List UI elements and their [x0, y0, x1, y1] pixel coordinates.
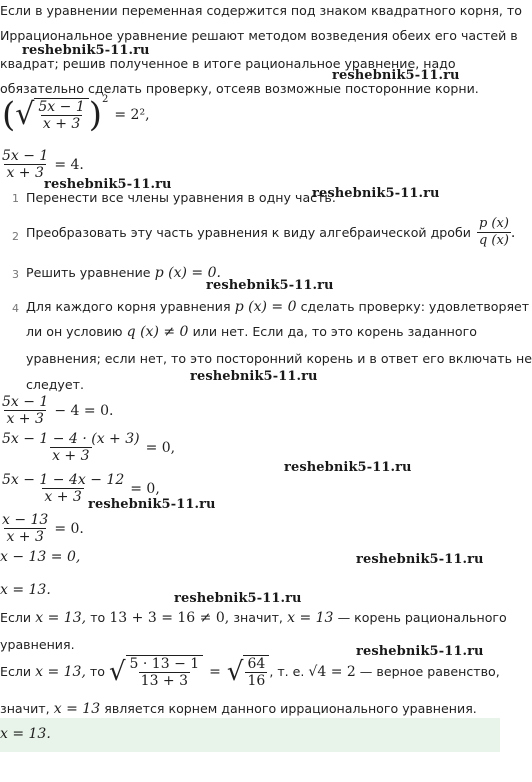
solution-step-2 — [0, 431, 175, 464]
answer-box — [0, 718, 500, 752]
step-4-line-2 — [26, 323, 477, 341]
solution-step-1 — [0, 394, 113, 427]
c1-c: значит, — [233, 610, 283, 625]
eq2-rhs: = 4. — [54, 156, 84, 173]
eq1-den: x + 3 — [42, 116, 81, 132]
solution-step-6: x = 13. — [0, 582, 51, 598]
watermark: reshebnik5-11.ru — [44, 177, 172, 192]
c2-b: то — [89, 664, 105, 679]
step-4-text-a: Для каждого корня уравнения — [26, 299, 231, 314]
step-2-frac-den: q (x) — [478, 233, 509, 248]
watermark: reshebnik5-11.ru — [88, 497, 216, 512]
c2-r2num: 64 — [247, 656, 266, 672]
s2-rhs: = 0, — [145, 439, 176, 456]
c2-rnum: 5 · 13 − 1 — [129, 656, 200, 672]
intro-line-3: квадрат; решив полученное в итоге рациональное уравнение, надо — [0, 56, 456, 71]
step-1-text: Перенести все члены уравнения в одну часть. — [26, 190, 336, 205]
s4-num: x − 13 — [2, 512, 49, 528]
step-4-line-3: уравнения; если нет, то это посторонний корень и в ответ его включать не — [26, 351, 532, 366]
c2-d: — верное равенство, — [359, 664, 500, 679]
c2-c: , т. е. — [269, 664, 305, 679]
c2-eq: = — [209, 664, 221, 680]
step-2 — [26, 216, 515, 249]
solution-step-4 — [0, 512, 84, 545]
step-3-math: p (x) = 0. — [154, 265, 221, 281]
c1-m2: 13 + 3 = 16 ≠ 0, — [109, 610, 230, 626]
check-1-line-1 — [0, 609, 507, 627]
s3-den: x + 3 — [44, 489, 82, 505]
c2-l2a: значит, — [0, 701, 50, 716]
intro-line-2: Иррациональное уравнение решают методом возведения обеих его частей в — [0, 28, 518, 43]
intro-line-4: обязательно сделать проверку, отсеяв возможные посторонние корни. — [0, 81, 479, 96]
eq1-num: 5x − 1 — [38, 99, 85, 115]
check-2-line-1: Если x = 13, то √ $\frac{5 \cdot 13 - 1}{13 + 3}$ = √ $\frac{64}{16}$ , т. е. √4 = 2 — верное равенство, — [0, 656, 500, 689]
step-1-number: 1 — [12, 192, 19, 205]
step-2-frac-num: p (x) — [478, 216, 509, 231]
step-4-math-b: q (x) ≠ 0 — [126, 324, 189, 340]
step-2-tail: . — [510, 224, 516, 241]
watermark: reshebnik5-11.ru — [332, 68, 460, 83]
watermark: reshebnik5-11.ru — [356, 644, 484, 659]
c2-m1: x = 13, — [35, 664, 86, 680]
watermark: reshebnik5-11.ru — [22, 43, 150, 58]
step-4-number: 4 — [12, 302, 19, 315]
s1-rhs: − 4 = 0. — [54, 402, 114, 419]
step-4-text-c: ли он условию — [26, 324, 123, 339]
s2-den: x + 3 — [52, 448, 90, 464]
step-2-number: 2 — [12, 230, 19, 243]
watermark: reshebnik5-11.ru — [174, 591, 302, 606]
c2-l2m: x = 13 — [53, 701, 101, 717]
s3-num: 5x − 1 − 4x − 12 — [2, 472, 125, 488]
c2-r2den: 16 — [247, 673, 266, 689]
intro-line-1: Если в уравнении переменная содержится под знаком квадратного корня, то — [0, 3, 522, 18]
c1-b: то — [90, 610, 106, 625]
step-4-math-a: p (x) = 0 — [234, 299, 297, 315]
c1-a: Если — [0, 610, 32, 625]
s1-den: x + 3 — [6, 411, 44, 427]
eq1-exp: 2 — [102, 93, 109, 105]
answer-text: x = 13. — [0, 726, 51, 742]
step-3 — [26, 264, 221, 282]
step-3-text: Решить уравнение — [26, 265, 151, 280]
watermark: reshebnik5-11.ru — [206, 278, 334, 293]
s4-rhs: = 0. — [54, 520, 84, 537]
c2-rden: 13 + 3 — [140, 673, 189, 689]
watermark: reshebnik5-11.ru — [284, 460, 412, 475]
solution-step-5: x − 13 = 0, — [0, 549, 81, 565]
eq2-den: x + 3 — [6, 165, 44, 181]
watermark: reshebnik5-11.ru — [356, 552, 484, 567]
step-2-text: Преобразовать эту часть уравнения к виду алгебраической дроби — [26, 224, 471, 240]
equation-squared: ( √ $\frac{5x - 1}{x + 3}$ ) 2 = 2², — [2, 93, 150, 135]
watermark: reshebnik5-11.ru — [312, 186, 440, 201]
watermark: reshebnik5-11.ru — [190, 369, 318, 384]
s2-num: 5x − 1 − 4 · (x + 3) — [2, 431, 140, 447]
s3-rhs: = 0, — [130, 480, 160, 497]
c1-d: — корень рационального — [337, 610, 507, 625]
step-4-text-b: сделать проверку: удовлетворяет — [300, 299, 530, 314]
step-3-number: 3 — [12, 268, 19, 281]
c2-l2b: является корнем данного иррационального уравнения. — [104, 701, 477, 716]
c1-m3: x = 13 — [287, 610, 334, 626]
s1-num: 5x − 1 — [2, 394, 49, 410]
check-2-line-2 — [0, 700, 477, 718]
c1-m1: x = 13, — [35, 610, 87, 626]
c2-a: Если — [0, 664, 32, 679]
c2-m2: √4 = 2 — [308, 664, 356, 680]
s4-den: x + 3 — [6, 529, 44, 545]
step-4-line-1 — [26, 298, 529, 316]
check-1-line-2: уравнения. — [0, 637, 75, 652]
step-4-line-4: следует. — [26, 377, 84, 392]
step-4-text-d: или нет. Если да, то это корень заданного — [192, 324, 477, 339]
eq1-rhs: = 2², — [114, 107, 150, 123]
eq2-num: 5x − 1 — [2, 148, 49, 164]
